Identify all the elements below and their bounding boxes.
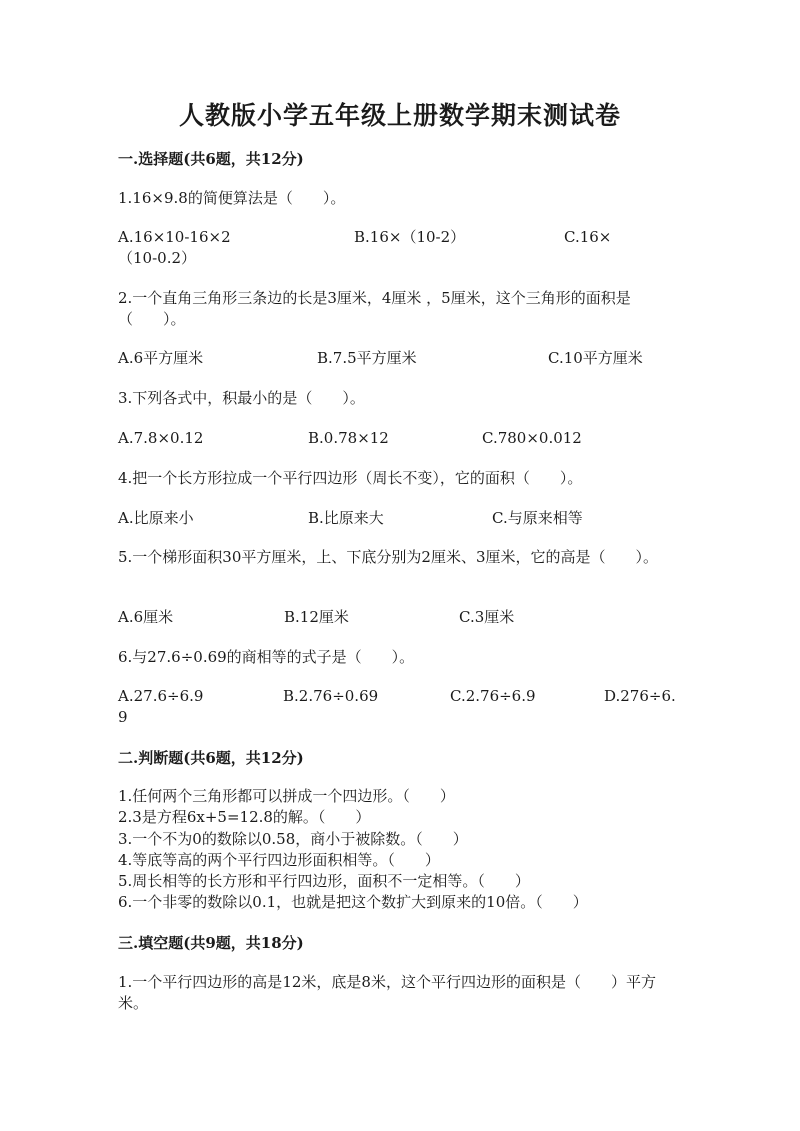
option-b: B.比原来大 xyxy=(308,509,384,527)
section-heading-choice: 一.选择题(共6题，共12分) xyxy=(118,150,304,168)
choice-options-5 xyxy=(118,607,698,649)
section-heading-judge: 二.判断题(共6题，共12分) xyxy=(118,749,304,767)
option-b: B.2.76÷0.69 xyxy=(283,687,379,705)
judge-list xyxy=(118,786,588,914)
option-a: A.6平方厘米 xyxy=(118,349,204,367)
page-title: 人教版小学五年级上册数学期末测试卷 xyxy=(178,101,621,130)
choice-question-2: 2.一个直角三角形三条边的长是3厘米，4厘米 ，5厘米，这个三角形的面积是（ ）。 xyxy=(118,289,631,328)
section-heading-fill: 三.填空题(共9题，共18分) xyxy=(118,934,304,952)
fill-question-1: 1.一个平行四边形的高是12米，底是8米，这个平行四边形的面积是（ ）平方米。 xyxy=(118,973,656,1012)
option-b: B.0.78×12 xyxy=(308,429,389,447)
option-a: A.6厘米 xyxy=(118,608,174,626)
judge-item-6: 6.一个非零的数除以0.1，也就是把这个数扩大到原来的10倍。（ ） xyxy=(118,893,588,912)
option-d: D.276÷6. xyxy=(604,687,676,705)
judge-item-5: 5.周长相等的长方形和平行四边形，面积不一定相等。（ ） xyxy=(118,872,530,891)
option-d-continued: 9 xyxy=(118,708,128,726)
option-c-continued: （10-0.2） xyxy=(118,249,197,267)
choice-options-1 xyxy=(118,227,698,269)
choice-options-4 xyxy=(118,508,698,550)
choice-question-1: 1.16×9.8的简便算法是（ ）。 xyxy=(118,189,346,207)
option-a: A.比原来小 xyxy=(118,509,194,527)
choice-question-5: 5.一个梯形面积30平方厘米，上、下底分别为2厘米、3厘米，它的高是（ ）。 xyxy=(118,548,658,566)
choice-question-4: 4.把一个长方形拉成一个平行四边形（周长不变），它的面积（ ）。 xyxy=(118,469,583,487)
option-b: B.16×（10-2） xyxy=(354,228,466,246)
judge-item-4: 4.等底等高的两个平行四边形面积相等。（ ） xyxy=(118,850,440,869)
option-c: C.10平方厘米 xyxy=(548,349,643,367)
option-a: A.16×10-16×2 xyxy=(118,228,231,246)
option-c: C.3厘米 xyxy=(459,608,515,626)
option-b: B.12厘米 xyxy=(284,608,349,626)
choice-options-3 xyxy=(118,428,698,470)
option-c: C.2.76÷6.9 xyxy=(450,687,536,705)
judge-item-1: 1.任何两个三角形都可以拼成一个四边形。（ ） xyxy=(118,787,455,805)
option-b: B.7.5平方厘米 xyxy=(317,349,417,367)
option-c: C.16× xyxy=(564,228,612,246)
choice-question-3: 3.下列各式中，积最小的是（ ）。 xyxy=(118,389,365,407)
option-c: C.与原来相等 xyxy=(492,509,583,527)
judge-item-2: 2.3是方程6x+5=12.8的解。（ ） xyxy=(118,808,371,827)
option-a: A.27.6÷6.9 xyxy=(118,687,204,705)
option-a: A.7.8×0.12 xyxy=(118,429,204,447)
choice-question-6: 6.与27.6÷0.69的商相等的式子是（ ）。 xyxy=(118,648,415,666)
choice-options-2 xyxy=(118,348,698,390)
judge-item-3: 3.一个不为0的数除以0.58，商小于被除数。（ ） xyxy=(118,829,468,848)
choice-options-6 xyxy=(118,686,698,728)
option-c: C.780×0.012 xyxy=(482,429,582,447)
